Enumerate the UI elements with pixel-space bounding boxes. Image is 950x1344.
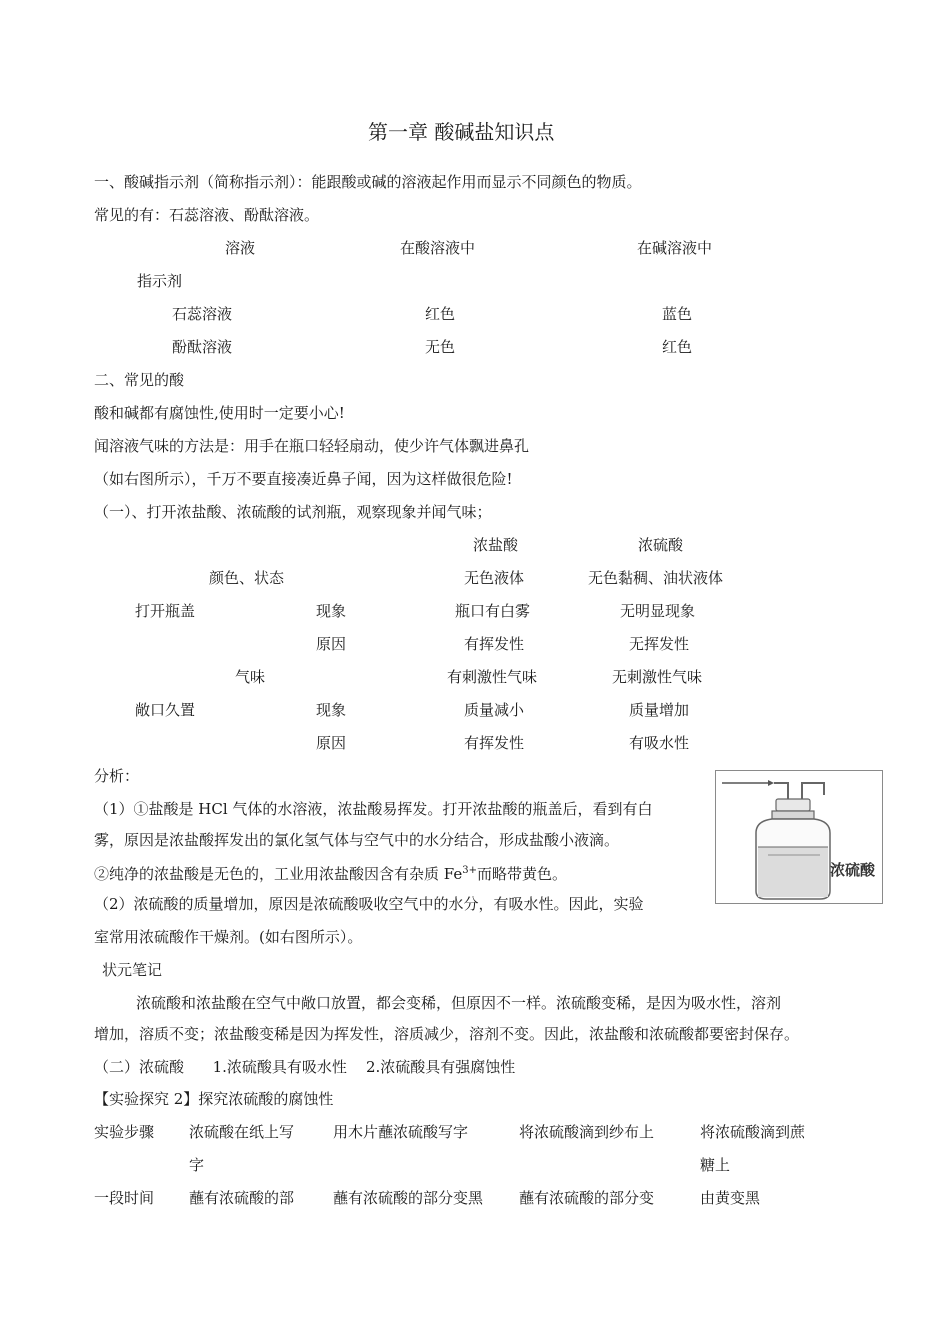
page-title: 第一章 酸碱盐知识点: [368, 120, 555, 144]
row-label-reason: 原因: [316, 734, 347, 752]
row-label-smell: 气味: [235, 668, 266, 686]
warning-text: 酸和碱都有腐蚀性,使用时一定要小心!: [94, 404, 345, 422]
table-cell: 浓硫酸在纸上写: [189, 1123, 295, 1141]
figure-label: 浓硫酸: [830, 861, 876, 879]
row-label-steps: 实验步骤: [94, 1123, 155, 1141]
row-label-time: 一段时间: [94, 1189, 155, 1207]
table-cell: 蘸有浓硫酸的部分变: [519, 1189, 655, 1207]
table-cell: 由黄变黑: [700, 1189, 761, 1207]
table-cell: 酚酞溶液: [172, 338, 233, 356]
analysis-1-line-2: 雾，原因是浓盐酸挥发出的氯化氢气体与空气中的水分结合，形成盐酸小液滴。: [94, 831, 620, 849]
experiment-2-title: 【实验探究 2】探究浓硫酸的腐蚀性: [94, 1090, 334, 1108]
table-cell: 无挥发性: [629, 635, 690, 653]
common-indicators: 常见的有：石蕊溶液、酚酞溶液。: [94, 206, 320, 224]
ion-charge: 3+: [462, 865, 477, 876]
row-label-phenomenon: 现象: [316, 602, 347, 620]
table-cell: 无色黏稠、油状液体: [588, 569, 724, 587]
table-cell: 有刺激性气味: [447, 668, 538, 686]
note-line-2: 增加，溶质不变；浓盐酸变稀是因为挥发性，溶质减少，溶剂不变。因此，浓盐酸和浓硫酸都要密封保存。: [94, 1025, 800, 1043]
table-cell: 石蕊溶液: [172, 305, 233, 323]
table-cell: 有吸水性: [629, 734, 690, 752]
row-label-reason: 原因: [316, 635, 347, 653]
table-header-solution: 溶液: [225, 239, 256, 257]
table-cell: 瓶口有白雾: [455, 602, 531, 620]
analysis-label: 分析：: [94, 767, 140, 785]
row-label-color: 颜色、状态: [209, 569, 285, 587]
section-heading: 二、常见的酸: [94, 371, 185, 389]
smell-method-cont: （如右图所示），千万不要直接凑近鼻子闻，因为这样做很危险!: [94, 470, 513, 488]
table-cell: 字: [189, 1156, 205, 1174]
table-cell: 有挥发性: [464, 635, 525, 653]
analysis-2-line-1: （2）浓硫酸的质量增加，原因是浓硫酸吸收空气中的水分，有吸水性。因此，实验: [94, 895, 644, 913]
col-header-hcl: 浓盐酸: [473, 536, 519, 554]
table-cell: 无明显现象: [620, 602, 696, 620]
table-cell: 无色: [425, 338, 456, 356]
table-cell: 将浓硫酸滴到蔗: [700, 1123, 806, 1141]
table-cell: 红色: [425, 305, 456, 323]
table-cell: 将浓硫酸滴到纱布上: [519, 1123, 655, 1141]
indicator-definition: 一、酸碱指示剂（简称指示剂）：能跟酸或碱的溶液起作用而显示不同颜色的物质。: [94, 173, 642, 191]
analysis-1-line-1: （1）①盐酸是 HCl 气体的水溶液，浓盐酸易挥发。打开浓盐酸的瓶盖后，看到有白: [94, 800, 653, 818]
drying-bottle-figure: [715, 770, 883, 904]
analysis-2-line-2: 室常用浓硫酸作干燥剂。(如右图所示）。: [94, 928, 363, 946]
table-cell: 蘸有浓硫酸的部分变黑: [333, 1189, 484, 1207]
table-cell: 红色: [662, 338, 693, 356]
table-cell: 有挥发性: [464, 734, 525, 752]
table-cell: 质量增加: [629, 701, 690, 719]
gas-bottle-illustration: [716, 771, 882, 903]
analysis-text: 而略带黄色。: [477, 865, 568, 883]
subsection-h2so4: （二）浓硫酸 1.浓硫酸具有吸水性 2.浓硫酸具有强腐蚀性: [94, 1058, 516, 1076]
table-cell: 无刺激性气味: [612, 668, 703, 686]
row-group-expose: 敞口久置: [135, 701, 196, 719]
analysis-1-line-3: [94, 861, 567, 884]
table-cell: 用木片蘸浓硫酸写字: [333, 1123, 469, 1141]
table-cell: 蓝色: [662, 305, 693, 323]
smell-method: 闻溶液气味的方法是：用手在瓶口轻轻扇动，使少许气体飘进鼻孔: [94, 437, 530, 455]
note-title: 状元笔记: [102, 961, 163, 979]
table-corner-indicator: 指示剂: [137, 272, 183, 290]
analysis-text: ②纯净的浓盐酸是无色的，工业用浓盐酸因含有杂质 Fe: [94, 865, 463, 883]
table-cell: 蘸有浓硫酸的部: [189, 1189, 295, 1207]
table-cell: 无色液体: [464, 569, 525, 587]
note-line-1: 浓硫酸和浓盐酸在空气中敞口放置，都会变稀，但原因不一样。浓硫酸变稀，是因为吸水性，溶剂: [136, 994, 782, 1012]
table-header-acid: 在酸溶液中: [400, 239, 476, 257]
table-cell: 质量减小: [464, 701, 525, 719]
table-header-base: 在碱溶液中: [637, 239, 713, 257]
col-header-h2so4: 浓硫酸: [638, 536, 684, 554]
row-label-phenomenon: 现象: [316, 701, 347, 719]
row-group-open: 打开瓶盖: [135, 602, 196, 620]
experiment-1-title: （一）、打开浓盐酸、浓硫酸的试剂瓶，观察现象并闻气味；: [94, 503, 492, 521]
table-cell: 糖上: [700, 1156, 731, 1174]
